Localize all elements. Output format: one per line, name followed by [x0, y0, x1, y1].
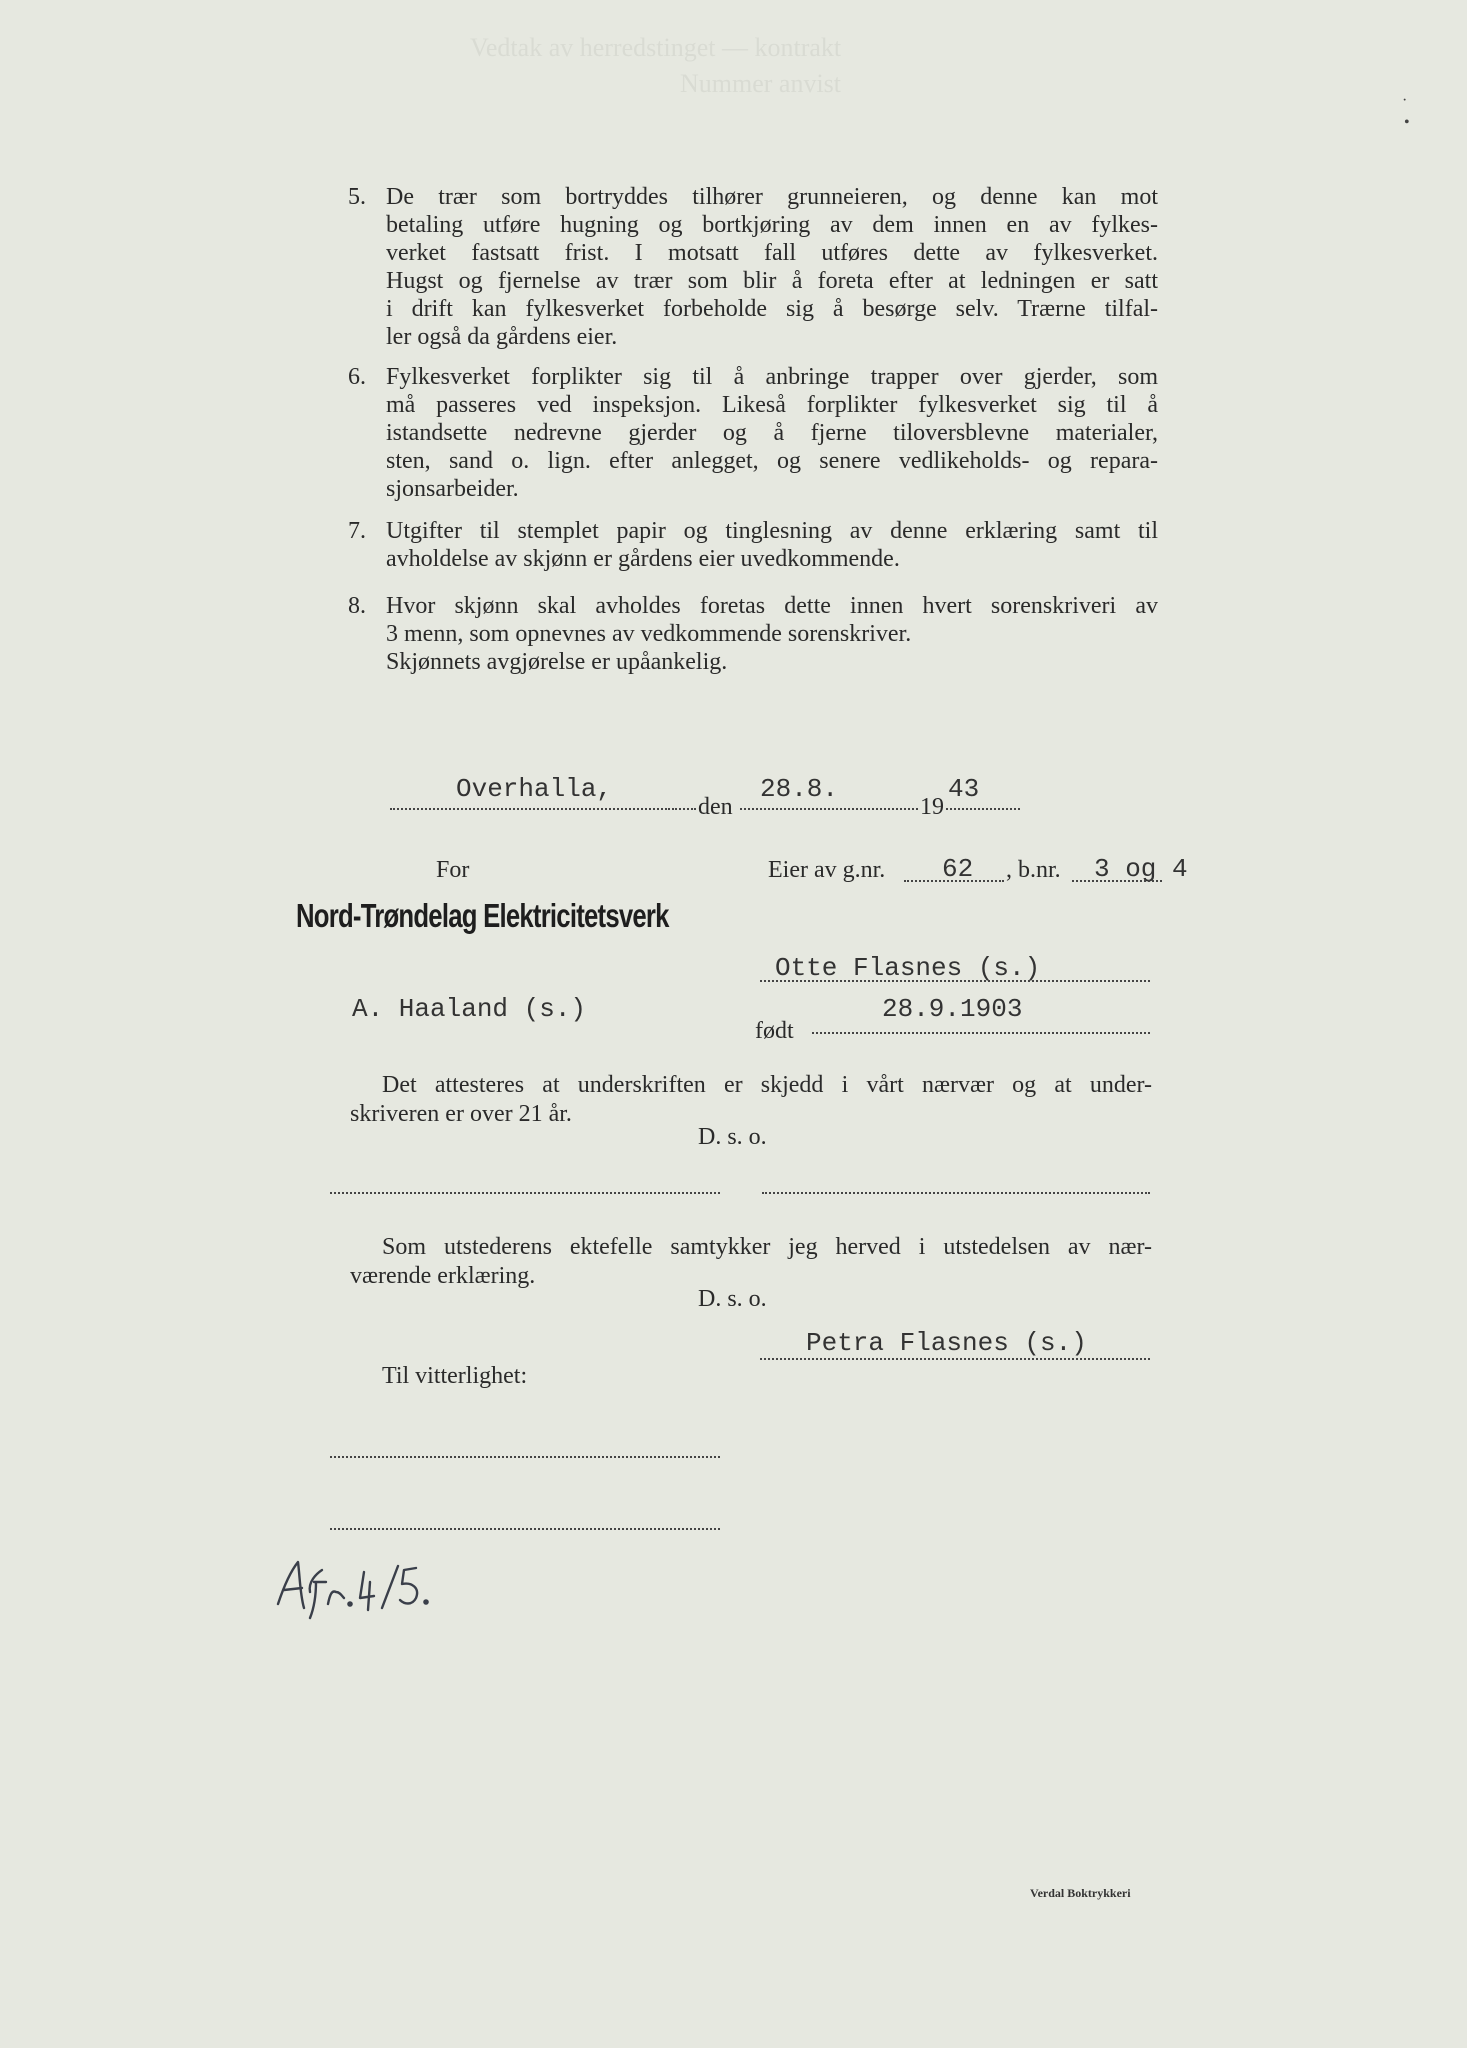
company-name: Nord-Trøndelag Elektricitetsverk — [296, 897, 669, 934]
handwritten-note — [270, 1552, 440, 1622]
clause-body — [386, 517, 1158, 573]
place-dotted-line — [390, 808, 670, 810]
bleed-through-text — [280, 30, 1380, 140]
clause-line: sjonsarbeider. — [386, 476, 519, 502]
year-prefix: 19 — [920, 794, 944, 820]
clause-body — [386, 183, 1158, 351]
clause-6 — [348, 363, 1158, 503]
company-signature: A. Haaland (s.) — [352, 994, 587, 1024]
clause-line: verket fastsatt frist. I motsatt fall utføres dette av fylkesverket. — [386, 240, 1158, 266]
spouse-signature: Petra Flasnes (s.) — [806, 1328, 1087, 1358]
gnr-value: 62 — [942, 854, 974, 884]
clause-line: Utgifter til stemplet papir og tinglesning av denne erklæring samt til — [386, 518, 1158, 544]
bleed-through-line: Vedtak av herredstinget — kontrakt — [470, 33, 842, 62]
clause-line: avholdelse av skjønn er gårdens eier uvedkommende. — [386, 546, 900, 572]
clause-line: istandsette nedrevne gjerder og å fjerne tiloversblevne materialer, — [386, 420, 1158, 446]
clause-7 — [348, 517, 1158, 573]
clause-line: 3 menn, som opnevnes av vedkommende sorenskriver. — [386, 621, 912, 647]
clause-line: De trær som bortryddes tilhører grunneieren, og denne kan mot — [386, 184, 1158, 210]
handwritten-note-text: Afr. 4/5. — [270, 1552, 274, 1553]
witness-label: Til vitterlighet: — [382, 1363, 528, 1389]
bleed-through-line: Nummer anvist — [680, 69, 842, 98]
attest-witness-2-line — [762, 1192, 1150, 1194]
for-label: For — [436, 857, 470, 883]
clause-line: Hugst og fjernelse av trær som blir å foreta efter at ledningen er satt — [386, 268, 1158, 294]
clause-5 — [348, 183, 1158, 351]
place-value: Overhalla, — [456, 774, 613, 804]
clause-number: 8. — [348, 593, 366, 619]
owner-label: Eier av g.nr. — [768, 857, 886, 883]
clause-line: ler også da gårdens eier. — [386, 324, 618, 350]
clause-line: Fylkesverket forplikter sig til å anbringe trapper over gjerder, som — [386, 364, 1158, 390]
owner-signature: Otte Flasnes (s.) — [775, 953, 1041, 983]
clause-number: 5. — [348, 184, 366, 210]
spouse-signature-dotted-line — [760, 1358, 1150, 1360]
clause-body — [386, 592, 1158, 676]
date-value: 28.8. — [760, 774, 839, 804]
born-label: født — [755, 1018, 794, 1044]
date-dotted-line — [740, 808, 918, 810]
attest-witness-1-line — [330, 1192, 720, 1194]
spouse-line: værende erklæring. — [350, 1263, 536, 1289]
year-dotted-line — [946, 808, 1020, 810]
printer-name: Verdal Boktrykkeri — [1030, 1886, 1131, 1900]
bnr-label: , b.nr. — [1006, 857, 1061, 883]
attest-dso: D. s. o. — [698, 1124, 767, 1150]
bnr-value: 3 og 4 — [1094, 854, 1188, 884]
attest-text — [382, 1070, 1152, 1100]
spouse-dso: D. s. o. — [698, 1286, 767, 1312]
den-label: den — [698, 794, 733, 820]
clause-line: må passeres ved inspeksjon. Likeså forplikter fylkesverket sig til å — [386, 392, 1158, 418]
clause-number: 6. — [348, 364, 366, 390]
clause-8 — [348, 592, 1158, 676]
born-dotted-line — [812, 1032, 1150, 1034]
margin-mark: • — [1404, 114, 1410, 131]
spouse-text — [382, 1232, 1152, 1262]
year-value: 43 — [948, 774, 980, 804]
bnr-dotted-line — [1072, 880, 1162, 882]
owner-signature-dotted-line — [760, 980, 1150, 982]
clause-number: 7. — [348, 518, 366, 544]
clause-body — [386, 363, 1158, 503]
attest-line: skriveren er over 21 år. — [350, 1101, 572, 1127]
attest-line: Det attesteres at underskriften er skjedd i vårt nærvær og at under- — [382, 1072, 1152, 1098]
witness-1-line — [330, 1456, 720, 1458]
clause-line: Hvor skjønn skal avholdes foretas dette innen hvert sorenskriveri av — [386, 593, 1158, 619]
den-dotted-line — [672, 808, 696, 810]
margin-mark: · — [1402, 92, 1408, 109]
clause-line: i drift kan fylkesverket forbeholde sig å besørge selv. Trærne tilfal- — [386, 296, 1158, 322]
witness-2-line — [330, 1528, 720, 1530]
clause-line: Skjønnets avgjørelse er upåankelig. — [386, 649, 728, 675]
born-date: 28.9.1903 — [882, 994, 1023, 1024]
clause-line: betaling utføre hugning og bortkjøring av dem innen en av fylkes- — [386, 212, 1158, 238]
clause-line: sten, sand o. lign. efter anlegget, og senere vedlikeholds- og repara- — [386, 448, 1158, 474]
spouse-line: Som utstederens ektefelle samtykker jeg herved i utstedelsen av nær- — [382, 1234, 1152, 1260]
gnr-dotted-line — [904, 880, 1004, 882]
